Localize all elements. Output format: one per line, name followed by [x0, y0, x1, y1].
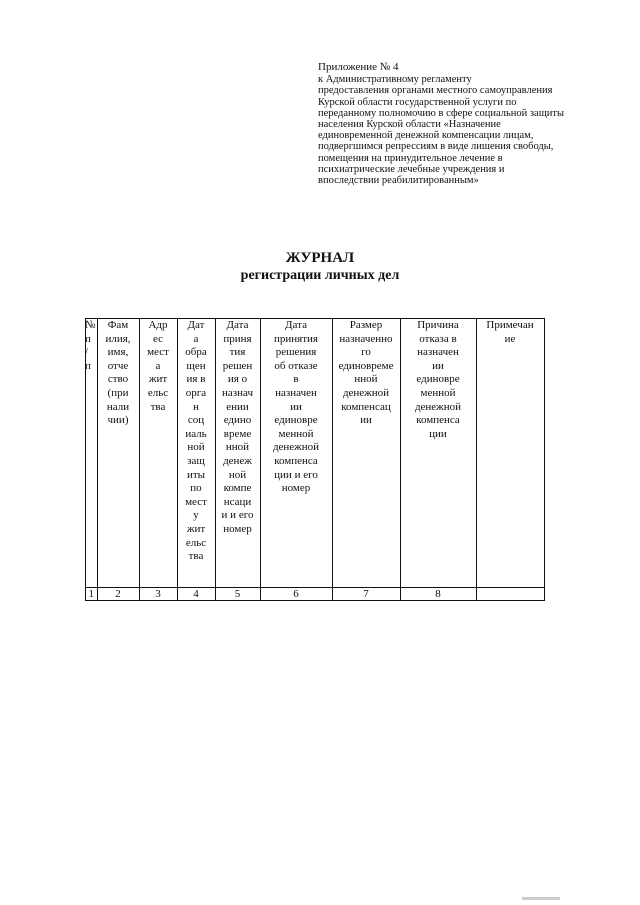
registration-journal-table [85, 318, 545, 601]
header-text-line: менной [278, 427, 314, 440]
appendix-header [318, 62, 593, 186]
header-text-line: Размер [349, 319, 383, 331]
header-text-line: денежной [272, 441, 320, 454]
column-header [177, 319, 215, 588]
column-header [139, 319, 177, 588]
header-text-line: защ [187, 454, 205, 467]
header-text-line: Примечан [486, 319, 534, 331]
column-number: 7 [332, 588, 400, 601]
header-text-line: номер [223, 522, 252, 535]
header-text-line: орга [185, 386, 207, 399]
header-text-line: имя, [107, 346, 129, 359]
header-text-line: ции [429, 427, 447, 440]
header-text-line: отказа в [419, 332, 457, 345]
column-header [332, 319, 400, 588]
appendix-line: Курской области государственной услуги по [318, 96, 517, 108]
header-text-line: ении [226, 400, 249, 413]
header-text-line: тва [188, 550, 204, 563]
header-text-line: приня [223, 332, 252, 345]
header-text-line: / [85, 346, 89, 359]
header-text-line: п [85, 359, 91, 372]
header-text-line: компенса [274, 454, 318, 467]
column-header [97, 319, 139, 588]
header-text-line: решения [275, 346, 317, 359]
header-text-line: нали [106, 400, 130, 413]
header-text-line: назначен [417, 346, 459, 359]
column-number: 4 [177, 588, 215, 601]
header-text-line: ии [432, 359, 444, 372]
header-text-line: Адр [148, 319, 168, 331]
header-text-line: денежной [414, 400, 462, 413]
header-text-line: н [193, 400, 199, 413]
header-text-line: ии [290, 400, 302, 413]
appendix-line: предоставления органами местного самоуправления [318, 85, 553, 97]
header-text-line: илия, [105, 332, 131, 345]
header-text-line: иаль [185, 427, 207, 440]
header-text-line: компе [223, 482, 252, 495]
appendix-line: единовременной денежной компенсации лицам, [318, 130, 534, 142]
header-text-line: в [293, 373, 299, 386]
header-text-line: единовре [274, 414, 318, 427]
header-text-line: Фам [107, 319, 129, 331]
column-number: 5 [215, 588, 260, 601]
header-text-line: Причина [417, 319, 459, 331]
table-header-row [86, 319, 545, 588]
appendix-line: впоследствии реабилитированным» [318, 175, 479, 187]
appendix-line: населения Курской области «Назначение [318, 119, 501, 131]
header-text-line: ия в [186, 373, 206, 386]
column-header [260, 319, 332, 588]
header-text-line: об отказе [274, 359, 318, 372]
header-text-line: по [190, 482, 202, 495]
header-text-line: ство [107, 373, 129, 386]
header-text-line: ной [187, 441, 205, 454]
header-text-line: назначен [275, 386, 317, 399]
header-text-line: ельс [147, 386, 169, 399]
scan-mark [522, 897, 560, 900]
header-text-line: а [155, 359, 161, 372]
header-text-line: мест [185, 495, 207, 508]
header-text-line: решен [222, 359, 253, 372]
column-number-row [86, 588, 545, 601]
header-text-line: назначенно [339, 332, 393, 345]
header-text-line: време [223, 427, 252, 440]
header-text-line: ие [504, 332, 516, 345]
header-text-line: едино [223, 414, 252, 427]
header-text-line: нсаци [223, 495, 252, 508]
header-text-line: менной [420, 386, 456, 399]
header-text-line: нной [354, 373, 378, 386]
header-text-line: жит [148, 373, 168, 386]
header-text-line: Дата [226, 319, 249, 331]
header-text-line: нной [225, 441, 250, 454]
column-number [476, 588, 544, 601]
header-text-line: соц [187, 414, 205, 427]
header-text-line: ии [360, 414, 372, 427]
header-text-line: ельс [185, 536, 207, 549]
header-text-line: Дата [285, 319, 307, 331]
column-number: 3 [139, 588, 177, 601]
header-text-line: единовреме [338, 359, 394, 372]
header-text-line: ной [228, 468, 247, 481]
appendix-line: помещения на принудительное лечение в [318, 152, 503, 164]
column-header [86, 319, 98, 588]
column-header [476, 319, 544, 588]
column-number: 2 [97, 588, 139, 601]
header-text-line: Дат [187, 319, 205, 331]
column-number: 1 [86, 588, 98, 601]
appendix-line: к Административному регламенту [318, 74, 472, 86]
header-text-line: (при [107, 386, 129, 399]
header-text-line: а [193, 332, 199, 345]
header-text-line: № [85, 319, 96, 331]
header-text-line: компенса [416, 414, 460, 427]
header-text-line: щен [186, 359, 206, 372]
appendix-line: подвергшимся репрессиям в виде лишения свободы, [318, 141, 554, 153]
column-header [400, 319, 476, 588]
header-text-line: ия о [227, 373, 248, 386]
header-text-line: го [361, 346, 371, 359]
appendix-line: Приложение № 4 [318, 61, 399, 73]
document-title: ЖУРНАЛ [285, 250, 355, 266]
header-text-line: тия [229, 346, 246, 359]
column-number: 6 [260, 588, 332, 601]
header-text-line: у [193, 509, 199, 522]
header-text-line: номер [281, 482, 311, 495]
appendix-line: психиатрические лечебные учреждения и [318, 163, 505, 175]
document-subtitle: регистрации личных дел [240, 268, 400, 283]
header-text-line: назнач [222, 386, 253, 399]
header-text-line: ес [152, 332, 164, 345]
header-text-line: денежной [342, 386, 390, 399]
header-text-line: отче [107, 359, 129, 372]
header-text-line: жит [186, 522, 206, 535]
appendix-line: переданному полномочию в сфере социальной защиты [318, 107, 565, 119]
header-text-line: принятия [274, 332, 318, 345]
column-header [215, 319, 260, 588]
column-number: 8 [400, 588, 476, 601]
header-text-line: денеж [223, 454, 252, 467]
header-text-line: иты [186, 468, 206, 481]
header-text-line: и и его [221, 509, 254, 522]
header-text-line: чии) [107, 414, 129, 427]
header-text-line: тва [150, 400, 166, 413]
header-text-line: ции и его [274, 468, 318, 481]
header-text-line: обра [185, 346, 207, 359]
header-text-line: единовре [416, 373, 460, 386]
header-text-line: мест [147, 346, 169, 359]
header-text-line: п [85, 332, 91, 345]
header-text-line: компенсац [341, 400, 391, 413]
